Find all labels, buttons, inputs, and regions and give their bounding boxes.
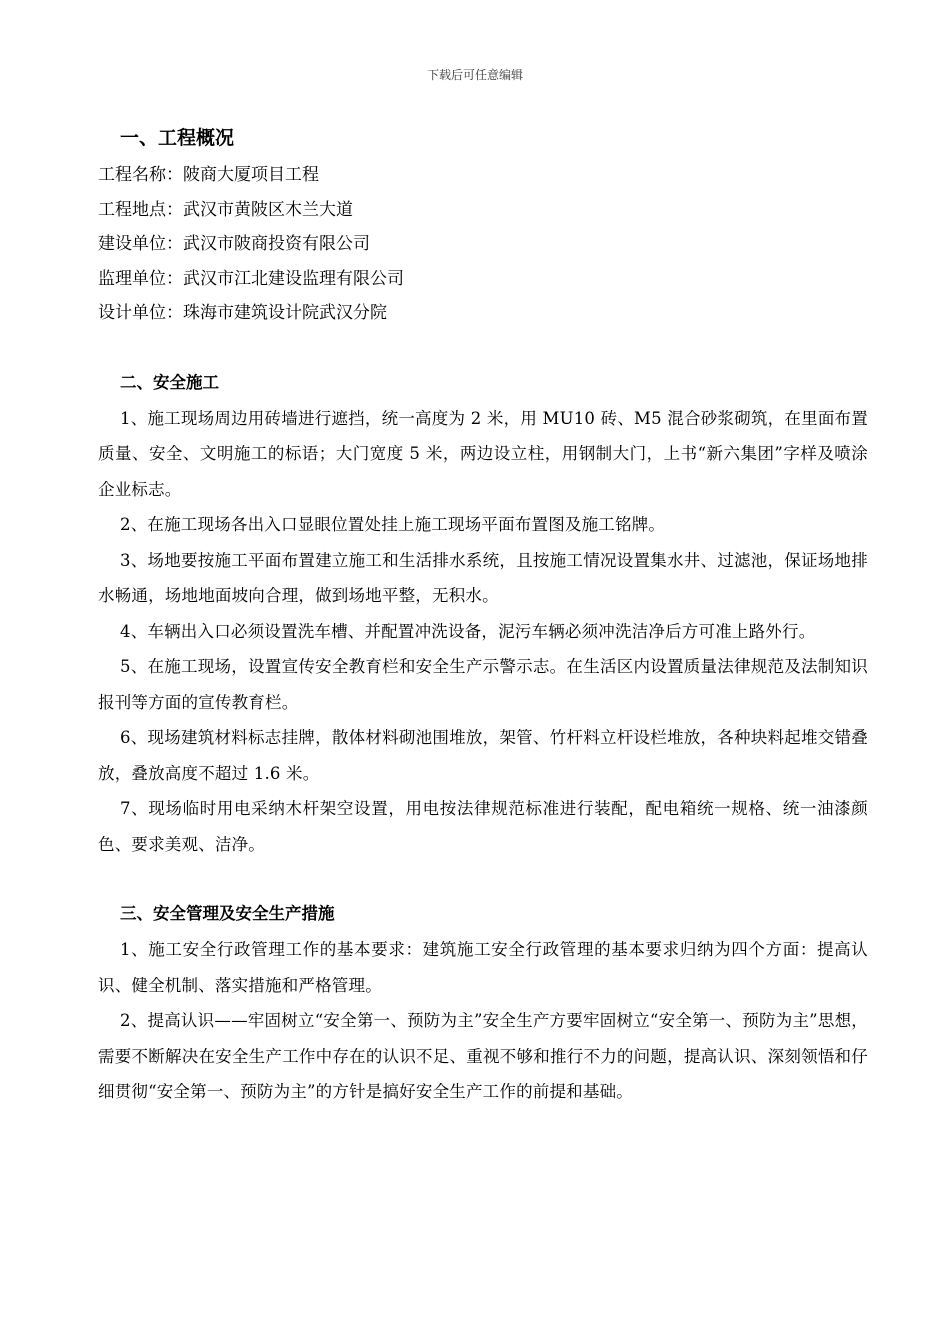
safety-paragraph-2: 2、在施工现场各出入口显眼位置处挂上施工现场平面布置图及施工铭牌。 [120,515,666,534]
section-3-title: 三、安全管理及安全生产措施 [120,904,335,923]
project-location: 工程地点：武汉市黄陂区木兰大道 [98,199,353,220]
safety-paragraph-5: 5、在施工现场，设置宣传安全教育栏和安全生产示警示志。在生活区内设置质量法律规范及法制知识报刊等方面的宣传教育栏。 [98,657,868,712]
safety-paragraph-3: 3、场地要按施工平面布置建立施工和生活排水系统，且按施工情况设置集水井、过滤池，保证场地排水畅通，场地地面坡向合理，做到场地平整，无积水。 [98,550,868,605]
construction-unit: 建设单位：武汉市陂商投资有限公司 [98,234,370,254]
safety-paragraph-4: 4、车辆出入口必须设置洗车槽、并配置冲洗设备，泥污车辆必须冲洗洁净后方可准上路外行。 [120,621,816,641]
design-unit: 设计单位：珠海市建筑设计院武汉分院 [98,303,387,323]
safety-paragraph-6: 6、现场建筑材料标志挂牌，散体材料砌池围堆放，架管、竹杆料立杆设栏堆放，各种块料起堆交错叠放，叠放高度不超过 1.6 米。 [98,728,868,783]
management-paragraph-1: 1、施工安全行政管理工作的基本要求：建筑施工安全行政管理的基本要求归纳为四个方面：提高认识、健全机制、落实措施和严格管理。 [98,940,868,995]
safety-paragraph-1: 1、施工现场周边用砖墙进行遮挡，统一高度为 2 米，用 MU10 砖、M5 混合砂浆砌筑，在里面布置质量、安全、文明施工的标语；大门宽度 5 米，两边设立柱，用钢制大门，上书“新六集团”字样及喷涂企业标志。 [98,408,868,499]
supervision-unit: 监理单位：武汉市江北建设监理有限公司 [98,268,404,289]
management-paragraph-2: 2、提高认识——牢固树立“安全第一、预防为主”安全生产方要牢固树立“安全第一、预防为主”思想，需要不断解决在安全生产工作中存在的认识不足、重视不够和推行不力的问题，提高认识、深刻领悟和仔细贯彻“安全第一、预防为主”的方针是搞好安全生产工作的前提和基础。 [98,1011,868,1101]
section-spacer [98,862,868,896]
section-1-title: 一、工程概况 [120,127,235,149]
section-spacer [98,331,868,365]
document-body [98,118,868,1110]
page-header-note: 下载后可任意编辑 [426,68,523,82]
project-info-list [98,158,868,331]
safety-paragraph-7: 7、现场临时用电采纳木杆架空设置，用电按法律规范标准进行装配，配电箱统一规格、统一油漆颜色、要求美观、洁净。 [98,799,868,854]
section-2-title: 二、安全施工 [120,372,219,392]
project-name: 工程名称：陂商大厦项目工程 [98,165,319,185]
